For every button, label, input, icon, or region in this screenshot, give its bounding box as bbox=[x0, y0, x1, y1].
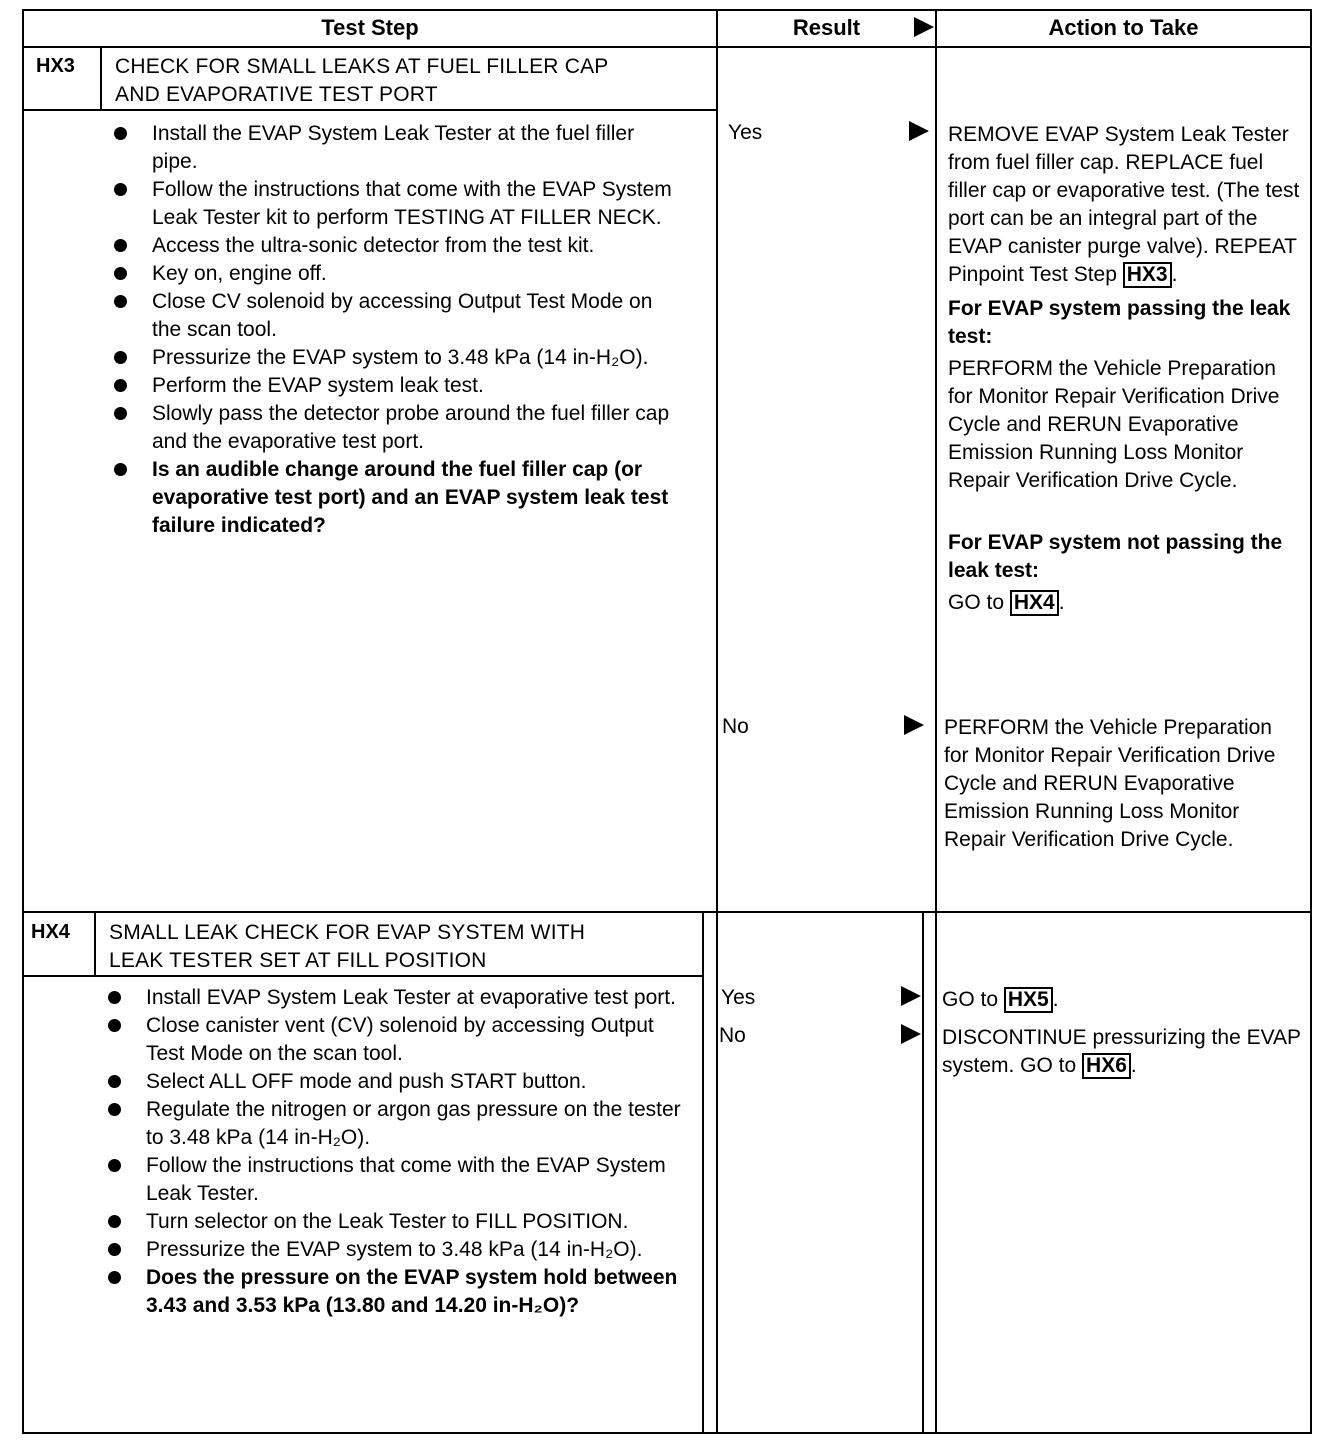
list-item-question: Is an audible change around the fuel filler cap (or evaporative test port) and an EVAP system leak test failure indicated? bbox=[114, 456, 674, 540]
bullet-icon bbox=[108, 1159, 121, 1172]
arrow-right-icon bbox=[901, 986, 921, 1006]
arrow-right-icon bbox=[909, 121, 929, 141]
header-result bbox=[718, 9, 935, 46]
step-title-line1: CHECK FOR SMALL LEAKS AT FUEL FILLER CAP bbox=[115, 55, 609, 78]
hx4-inner-divider bbox=[702, 913, 704, 1434]
step-ref-hx6[interactable]: HX6 bbox=[1082, 1053, 1131, 1079]
step-title-hx3 bbox=[115, 53, 608, 109]
table-border-right bbox=[1310, 9, 1312, 1434]
bullet-icon bbox=[114, 267, 127, 280]
pass-text: PERFORM the Vehicle Preparation for Monitor Repair Verification Drive Cycle and RERUN Evaporative Emission Running Loss Monitor Repair Verification Drive Cycle. bbox=[948, 357, 1280, 492]
action-text: REMOVE EVAP System Leak Tester from fuel filler cap. REPLACE fuel filler cap or evaporative test. (The test port can be an integral part of the EVAP canister purge valve). REPEAT Pinpoint Test Step bbox=[948, 123, 1300, 286]
action-no-hx3: PERFORM the Vehicle Preparation for Monitor Repair Verification Drive Cycle and RERUN Evaporative Emission Running Loss Monitor Repair Verification Drive Cycle. bbox=[944, 716, 1276, 851]
list-item: Pressurize the EVAP system to 3.48 kPa (14 in-H₂O). bbox=[114, 344, 674, 372]
header-action: Action to Take bbox=[1048, 14, 1199, 40]
step-divider bbox=[22, 911, 1312, 913]
result-column-divider bbox=[716, 9, 718, 1434]
step-title-hx4 bbox=[109, 919, 585, 975]
list-item: Regulate the nitrogen or argon gas pressure on the tester to 3.48 kPa (14 in-H₂O). bbox=[108, 1096, 683, 1152]
step-ref-hx3[interactable]: HX3 bbox=[1123, 262, 1172, 288]
bullet-icon bbox=[114, 127, 127, 140]
bullet-icon bbox=[108, 1019, 121, 1032]
list-item: Select ALL OFF mode and push START button. bbox=[108, 1068, 683, 1096]
bullet-icon bbox=[108, 1103, 121, 1116]
fail-text: GO to bbox=[948, 591, 1005, 614]
step-ref-hx5[interactable]: HX5 bbox=[1004, 987, 1053, 1013]
list-item: Access the ultra-sonic detector from the test kit. bbox=[114, 232, 674, 260]
hx4-title-underline bbox=[22, 975, 704, 977]
bullet-icon bbox=[108, 1215, 121, 1228]
result-no-hx4: No bbox=[719, 1024, 746, 1047]
bullet-icon bbox=[108, 1075, 121, 1088]
bullet-icon bbox=[108, 991, 121, 1004]
bullet-icon bbox=[114, 183, 127, 196]
list-item: Slowly pass the detector probe around the fuel filler cap and the evaporative test port. bbox=[114, 400, 674, 456]
result-no-hx3: No bbox=[722, 715, 749, 738]
fail-heading: For EVAP system not passing the leak test: bbox=[948, 531, 1283, 582]
hx4-id-divider bbox=[94, 911, 96, 977]
header-test-step: Test Step bbox=[321, 14, 419, 40]
pass-heading: For EVAP system passing the leak test: bbox=[948, 297, 1291, 348]
list-item: Key on, engine off. bbox=[114, 260, 674, 288]
list-item: Perform the EVAP system leak test. bbox=[114, 372, 674, 400]
list-item-question: Does the pressure on the EVAP system hold between 3.43 and 3.53 kPa (13.80 and 14.20 in-H₂O)? bbox=[108, 1264, 683, 1320]
list-item: Close canister vent (CV) solenoid by accessing Output Test Mode on the scan tool. bbox=[108, 1012, 683, 1068]
bullet-icon bbox=[114, 295, 127, 308]
table-border-left bbox=[22, 9, 24, 1434]
hx4-inner-divider-2 bbox=[922, 913, 924, 1434]
action-text: GO to bbox=[942, 988, 999, 1011]
action-text: DISCONTINUE pressurizing the EVAP system. GO to bbox=[942, 1026, 1301, 1077]
action-no-hx4: DISCONTINUE pressurizing the EVAP system. GO to HX6 . bbox=[942, 1026, 1301, 1077]
arrow-right-icon bbox=[904, 715, 924, 735]
table-border-bottom bbox=[22, 1432, 1312, 1434]
arrow-right-icon bbox=[914, 17, 934, 37]
step-id-hx3: HX3 bbox=[36, 55, 75, 77]
hx3-id-divider bbox=[100, 46, 102, 111]
hx3-instructions bbox=[114, 120, 674, 540]
step-title-line2: AND EVAPORATIVE TEST PORT bbox=[115, 83, 438, 106]
step-title-line2: LEAK TESTER SET AT FILL POSITION bbox=[109, 949, 487, 972]
bullet-icon bbox=[108, 1243, 121, 1256]
list-item: Turn selector on the Leak Tester to FILL POSITION. bbox=[108, 1208, 683, 1236]
bullet-icon bbox=[114, 379, 127, 392]
step-id-hx4: HX4 bbox=[31, 921, 70, 943]
bullet-icon bbox=[114, 407, 127, 420]
header-result-label: Result bbox=[792, 14, 861, 40]
bullet-icon bbox=[114, 463, 127, 476]
bullet-icon bbox=[114, 351, 127, 364]
bullet-icon bbox=[114, 239, 127, 252]
list-item: Follow the instructions that come with the EVAP System Leak Tester. bbox=[108, 1152, 683, 1208]
hx3-title-underline bbox=[22, 109, 716, 111]
diagnostic-table bbox=[22, 9, 1312, 1434]
list-item: Follow the instructions that come with the EVAP System Leak Tester kit to perform TESTING AT FILLER NECK. bbox=[114, 176, 674, 232]
bullet-icon bbox=[108, 1271, 121, 1284]
action-yes-hx4: GO to HX5 . bbox=[942, 988, 1059, 1011]
step-title-line1: SMALL LEAK CHECK FOR EVAP SYSTEM WITH bbox=[109, 921, 586, 944]
list-item: Pressurize the EVAP system to 3.48 kPa (14 in-H₂O). bbox=[108, 1236, 683, 1264]
list-item: Install EVAP System Leak Tester at evaporative test port. bbox=[108, 984, 683, 1012]
arrow-right-icon bbox=[901, 1024, 921, 1044]
action-yes-hx3: REMOVE EVAP System Leak Tester from fuel filler cap. REPLACE fuel filler cap or evaporative test. (The test port can be an integral part of the EVAP canister purge valve). REPEAT Pinpoint Test Step HX3 . For EVAP system passing the leak test: PERFORM the Vehicle Preparation for Monitor Repair Verification Drive Cycle and RERUN Evaporative Emission Running Loss Monitor Repair Verification Drive Cycle. For EVAP system not passing the leak test: GO to HX4 . bbox=[948, 121, 1304, 617]
list-item: Install the EVAP System Leak Tester at the fuel filler pipe. bbox=[114, 120, 674, 176]
header-divider bbox=[22, 46, 1312, 48]
hx4-instructions bbox=[108, 984, 683, 1320]
step-ref-hx4[interactable]: HX4 bbox=[1010, 590, 1059, 616]
action-column-divider bbox=[935, 9, 937, 1434]
result-yes-hx4: Yes bbox=[721, 986, 756, 1009]
result-yes-hx3: Yes bbox=[728, 121, 763, 144]
list-item: Close CV solenoid by accessing Output Test Mode on the scan tool. bbox=[114, 288, 674, 344]
